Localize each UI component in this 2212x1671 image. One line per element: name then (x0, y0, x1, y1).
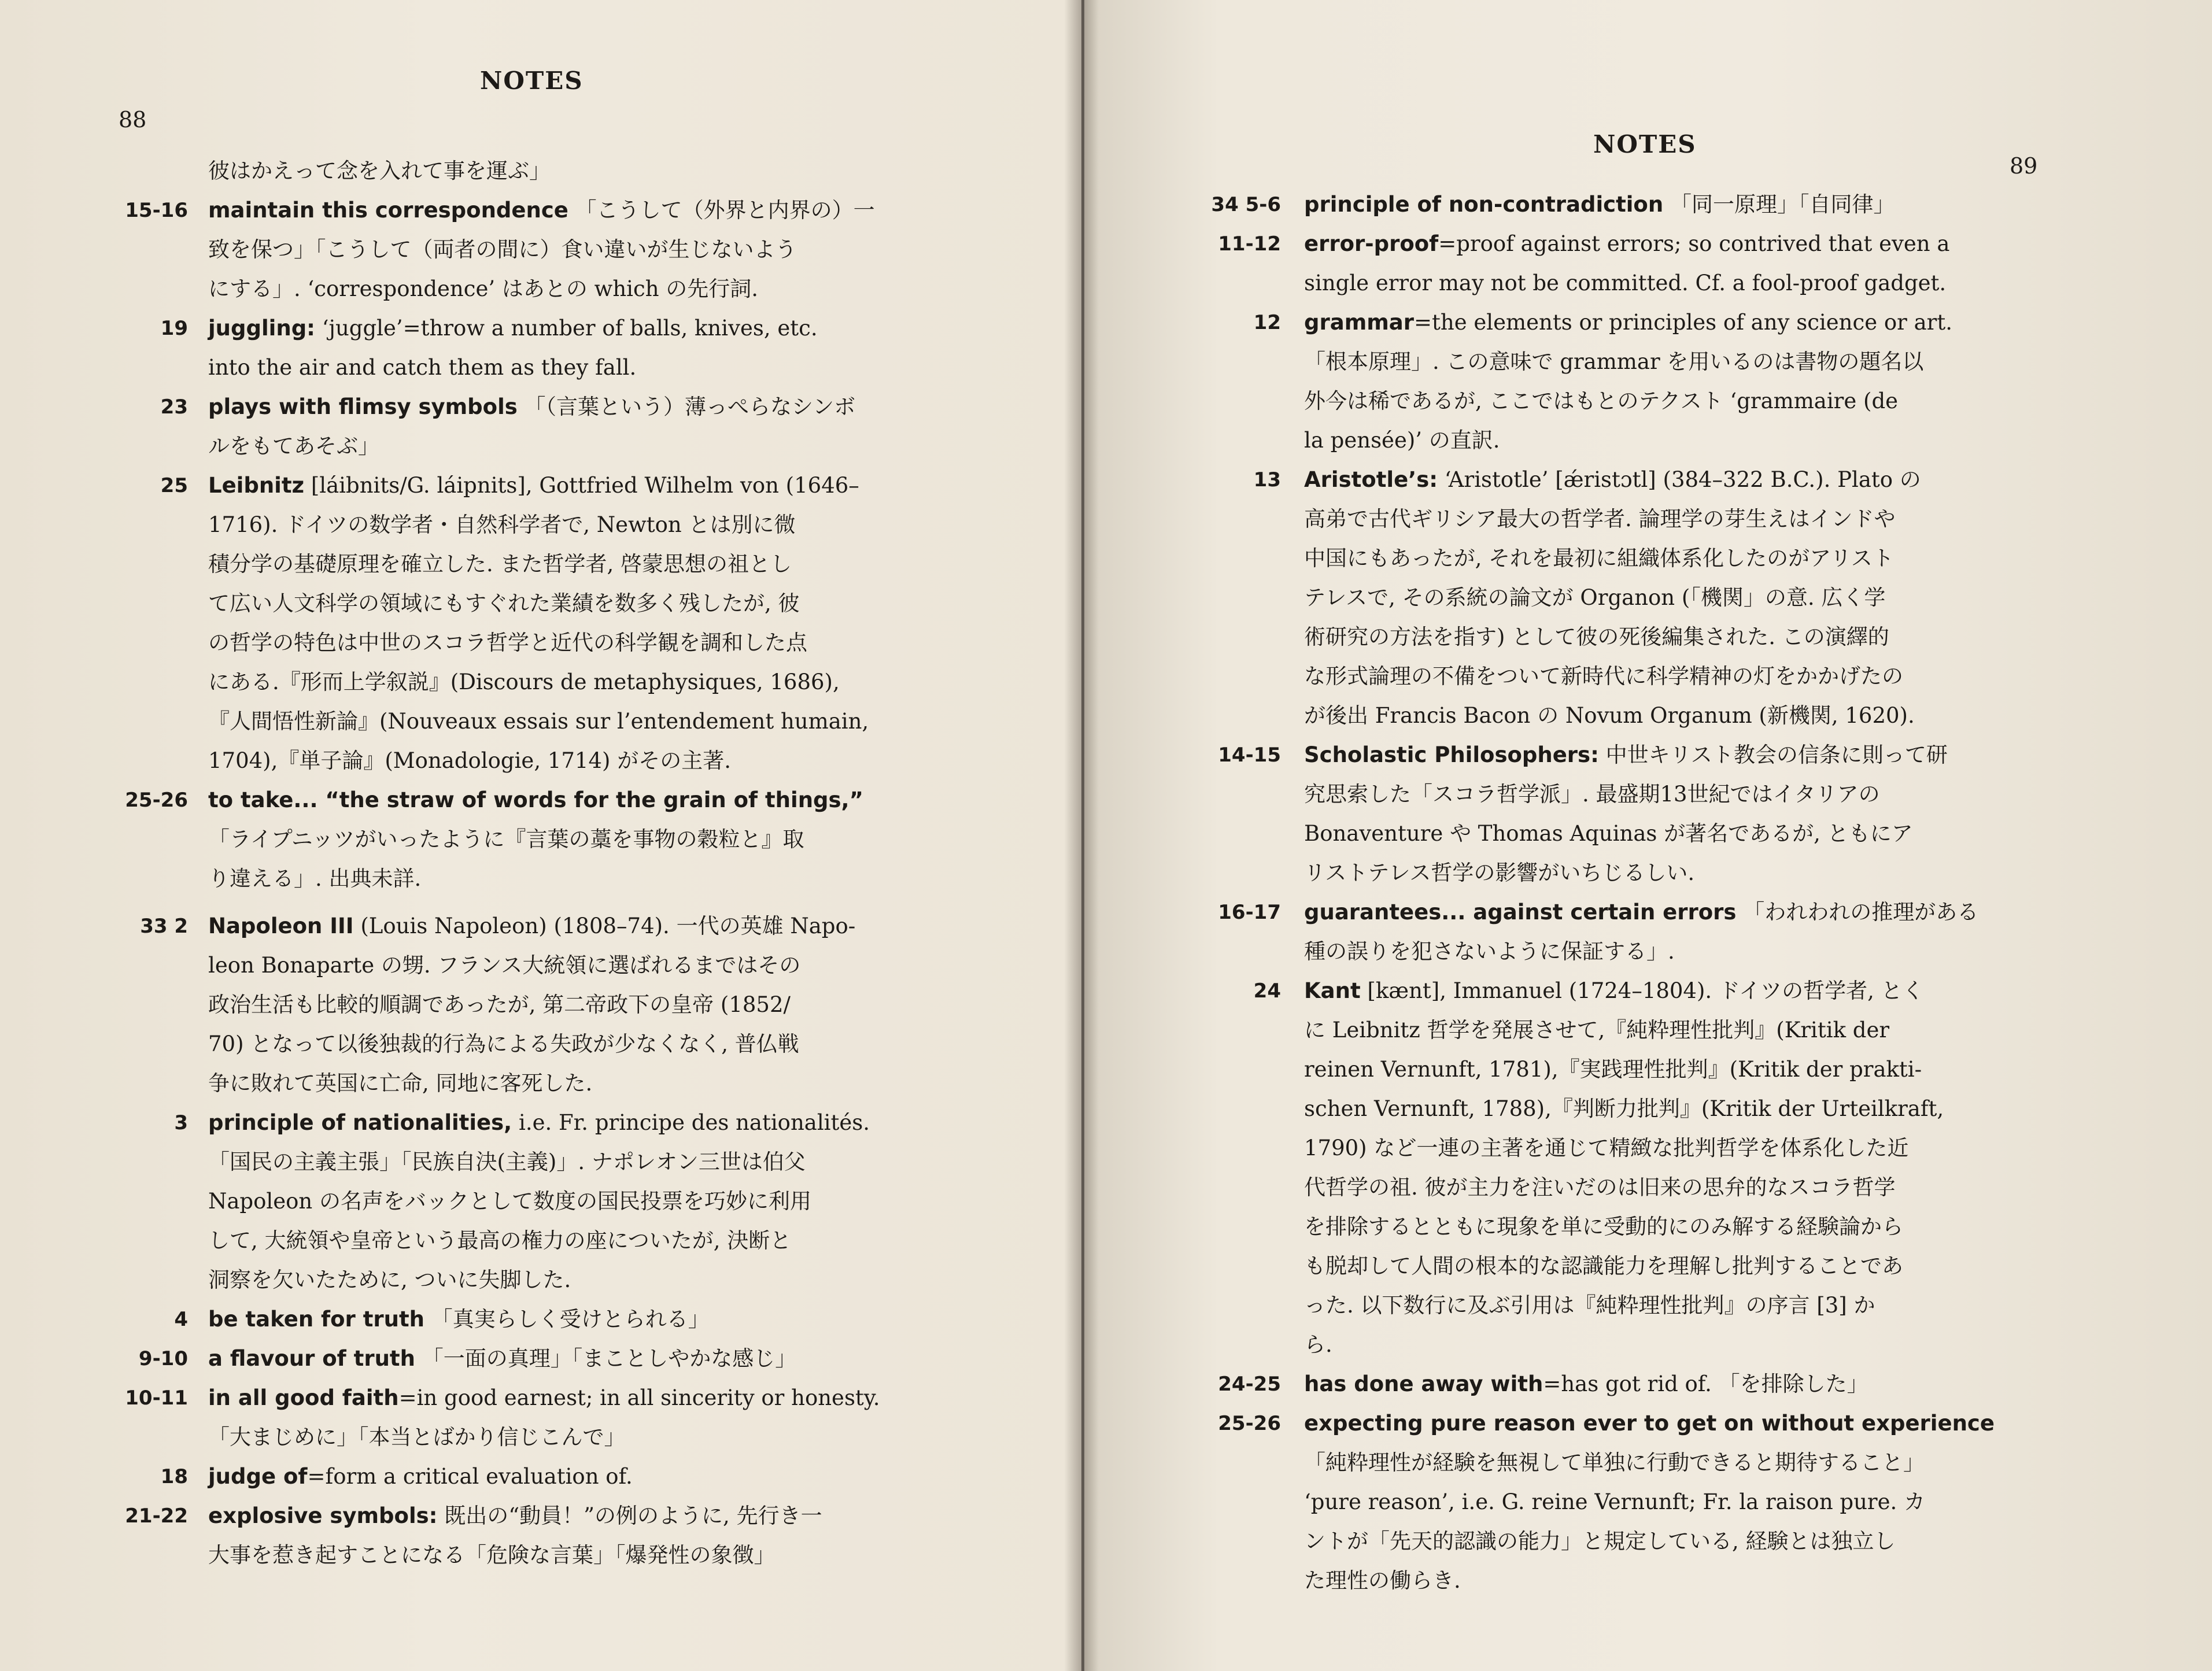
line-reference: 15-16 (125, 199, 188, 222)
note-term: be taken for truth (208, 1307, 424, 1332)
note-term: judge of (208, 1464, 308, 1489)
line-reference: 25-26 (125, 789, 188, 812)
note-body (1304, 1365, 2096, 1404)
note-body (208, 309, 989, 387)
note-text: 彼はかえって念を入れて事を運ぶ」 (208, 158, 551, 183)
running-head: NOTES (1593, 130, 1697, 158)
line-reference: 24-25 (1218, 1373, 1281, 1396)
note-entry (1183, 303, 2096, 460)
line-reference: 11-12 (1218, 232, 1281, 256)
line-reference: 14-15 (1218, 744, 1281, 767)
note-term: plays with flimsy symbols (208, 394, 518, 419)
note-term: guarantees... against certain errors (1304, 900, 1737, 925)
note-body (1304, 1404, 2096, 1600)
line-reference: 12 (1253, 311, 1281, 334)
note-text: 既出の“動員！”の例のように, 先行き一 大事を惹き起すことになる「危険な言葉」「爆発性の象徴」 (208, 1503, 822, 1568)
note-term: juggling: (208, 316, 315, 341)
line-reference: 23 (160, 395, 188, 419)
note-body (208, 1378, 989, 1457)
note-entry (110, 1457, 989, 1496)
note-term: error-proof (1304, 231, 1439, 256)
line-reference: 3 (174, 1111, 188, 1134)
note-entry (1183, 893, 2096, 971)
note-body (208, 1300, 989, 1339)
note-entry (1183, 735, 2096, 893)
note-entry (110, 1496, 989, 1575)
note-entry (1183, 224, 2096, 303)
line-reference: 18 (160, 1465, 188, 1488)
note-text: =has got rid of. 「を排除した」 (1543, 1371, 1868, 1396)
line-reference: 25-26 (1218, 1412, 1281, 1435)
note-text: 「真実らしく受けとられる」 (424, 1307, 710, 1332)
left-page (0, 0, 1081, 1671)
note-entry (110, 1300, 989, 1339)
note-term: to take... “the straw of words for the grain of things,” (208, 788, 863, 812)
note-text: [kænt], Immanuel (1724–1804). ドイツの哲学者, とく に Leibnitz 哲学を発展させて,『純粋理性批判』(Kritik der reinen Vernunft, 1781),『実践理性批判』(Kritik der prakti- schen Vernunft, 1788),『判断力批判』(Kritik der Urteilkraft, 1790) など一連の主著を通じて精緻な批判哲学を体系化した近 代哲学の祖. 彼が主力を注いだのは旧来の思弁的なスコラ哲学 を排除するとともに現象を単に受動的にのみ解する経験論から も脱却して人間の根本的な認識能力を理解し批判することであ った. 以下数行に及ぶ引用は『純粋理性批判』の序言 [3] か ら. (1304, 978, 1944, 1357)
line-reference: 10-11 (125, 1387, 188, 1410)
note-entry (110, 191, 989, 309)
note-body (208, 191, 989, 309)
note-body (1304, 460, 2096, 735)
note-text: (Louis Napoleon) (1808–74). 一代の英雄 Napo- leon Bonaparte の甥. フランス大統領に選ばれるまではその 政治生活も比較的順調であったが, 第二帝政下の皇帝 (1852/ 70) となって以後独裁的行為による失政が少なくなく, 普仏戦 争に敗れて英国に亡命, 同地に客死した. (208, 914, 856, 1096)
note-text: ‘Aristotle’ [ǽristɔtl] (384–322 B.C.). Plato の 高弟で古代ギリシア最大の哲学者. 論理学の芽生えはインドや 中国にもあったが, それを最初に組織体系化したのがアリスト テレスで, その系統の論文が Organon (「機関」の意. 広く学 術研究の方法を指す) として彼の死後編集された. この演繹的 な形式論理の不備をついて新時代に科学精神の灯をかかげたの が後出 Francis Bacon の Novum Organum (新機関, 1620). (1304, 467, 1921, 728)
right-page (1084, 0, 2212, 1671)
note-text: 「一面の真理」「まことしやかな感じ」 (415, 1346, 797, 1371)
note-body (208, 387, 989, 466)
line-reference: 25 (160, 474, 188, 497)
note-body (1304, 893, 2096, 971)
page-number: 88 (119, 107, 147, 132)
page-number: 89 (2010, 153, 2038, 179)
note-text: 「われわれの推理がある 種の誤りを犯さないように保証する」. (1304, 900, 1979, 964)
note-term: in all good faith (208, 1385, 399, 1410)
note-text: 「ライプニッツがいったように『言葉の藁を事物の穀粒と』取 り違える」. 出典未詳. (208, 827, 804, 891)
note-term: principle of non-contradiction (1304, 192, 1664, 217)
note-term: expecting pure reason ever to get on without experience (1304, 1411, 1995, 1436)
line-reference: 24 (1253, 979, 1281, 1003)
note-text: =form a critical evaluation of. (307, 1464, 633, 1489)
note-text: 中世キリスト教会の信条に則って研 究思索した「スコラ哲学派」. 最盛期13世紀ではイタリアの Bonaventure や Thomas Aquinas が著名であるが, ともにア リストテレス哲学の影響がいちじるしい. (1304, 742, 1948, 885)
running-head: NOTES (480, 66, 584, 95)
note-body (208, 1103, 989, 1300)
note-body (208, 781, 989, 899)
note-body (208, 1457, 989, 1496)
note-entry (110, 907, 989, 1103)
note-entry (110, 466, 989, 781)
note-body (208, 907, 989, 1103)
note-entry (1183, 460, 2096, 735)
note-text: =in good earnest; in all sincerity or honesty. 「大まじめに」「本当とばかり信じこんで」 (208, 1385, 880, 1450)
note-entry (110, 1339, 989, 1378)
line-reference: 9-10 (138, 1347, 188, 1370)
note-term: Kant (1304, 978, 1361, 1003)
note-term: grammar (1304, 310, 1415, 335)
note-body (1304, 971, 2096, 1365)
note-entry (110, 1378, 989, 1457)
note-body (1304, 735, 2096, 893)
notes-list (110, 151, 989, 1575)
note-entry (110, 309, 989, 387)
line-reference: 34 5-6 (1211, 193, 1281, 216)
note-term: a flavour of truth (208, 1346, 415, 1371)
line-reference: 21-22 (125, 1504, 188, 1528)
note-text: 「（言葉という）薄っぺらなシンボ ルをもてあそぶ」 (208, 394, 856, 459)
note-body (208, 151, 989, 191)
line-reference: 16-17 (1218, 901, 1281, 924)
note-term: Leibnitz (208, 473, 305, 498)
book-gutter-shadow (1064, 0, 1099, 1671)
note-entry (1183, 971, 2096, 1365)
note-body (1304, 303, 2096, 460)
note-entry (1183, 185, 2096, 224)
note-text: 「同一原理」「自同律」 (1663, 192, 1895, 217)
note-text: =proof against errors; so contrived that even a single error may not be committed. Cf. a fool-proof gadget. (1304, 231, 1950, 295)
note-term: Scholastic Philosophers: (1304, 742, 1599, 767)
line-reference: 13 (1253, 468, 1281, 491)
note-body (208, 466, 989, 781)
line-reference: 19 (160, 317, 188, 340)
note-text: i.e. Fr. principe des nationalités. 「国民の主義主張」「民族自決(主義)」. ナポレオン三世は伯父 Napoleon の名声をバックとして数度の国民投票を巧妙に利用 して, 大統領や皇帝という最高の権力の座についたが, 決断と 洞察を欠いたために, ついに失脚した. (208, 1110, 870, 1292)
note-body (208, 1496, 989, 1575)
note-body (1304, 224, 2096, 303)
note-entry (1183, 1404, 2096, 1600)
note-entry (1183, 1365, 2096, 1404)
note-entry (110, 1103, 989, 1300)
notes-list (1183, 185, 2096, 1600)
note-text: [láibnits/G. láipnits], Gottfried Wilhelm von (1646– 1716). ドイツの数学者・自然科学者で, Newton とは別に微 積分学の基礎原理を確立した. また哲学者, 啓蒙思想の祖とし て広い人文科学の領域にもすぐれた業績を数多く残したが, 彼 の哲学の特色は中世のスコラ哲学と近代の科学観を調和した点 にある.『形而上学叙説』(Discours de metaphysiques, 1686), 『人間悟性新論』(Nouveaux essais sur l’entendement humain, 1704),『単子論』(Monadologie, 1714) がその主著. (208, 473, 869, 773)
note-entry (110, 781, 989, 899)
note-term: Aristotle’s: (1304, 467, 1438, 492)
note-term: has done away with (1304, 1371, 1543, 1396)
line-reference: 33 2 (140, 915, 188, 938)
note-text: 「こうして（外界と内界の）一 致を保つ」「こうして（両者の間に）食い違いが生じないよう にする」. ‘correspondence’ はあとの which の先行詞. (208, 198, 875, 301)
note-body (1304, 185, 2096, 224)
note-text: 「純粋理性が経験を無視して単独に行動できると期待すること」 ‘pure reason’, i.e. G. reine Vernunft; Fr. la raison pure. カ ントが「先天的認識の能力」と規定している, 経験とは独立し た理性の働らき. (1304, 1450, 1926, 1593)
note-term: principle of nationalities, (208, 1110, 512, 1135)
note-text: ‘juggle’=throw a number of balls, knives, etc. into the air and catch them as they fall. (208, 316, 818, 380)
note-entry (110, 387, 989, 466)
note-term: maintain this correspondence (208, 198, 568, 223)
note-term: Napoleon III (208, 914, 354, 938)
note-text: =the elements or principles of any science or art. 「根本原理」. この意味で grammar を用いるのは書物の題名以 外今は稀であるが, ここではもとのテクスト ‘grammaire (de la pensée)’ の直訳. (1304, 310, 1952, 453)
note-term: explosive symbols: (208, 1503, 438, 1528)
note-entry (110, 151, 989, 191)
line-reference: 4 (174, 1308, 188, 1331)
note-body (208, 1339, 989, 1378)
